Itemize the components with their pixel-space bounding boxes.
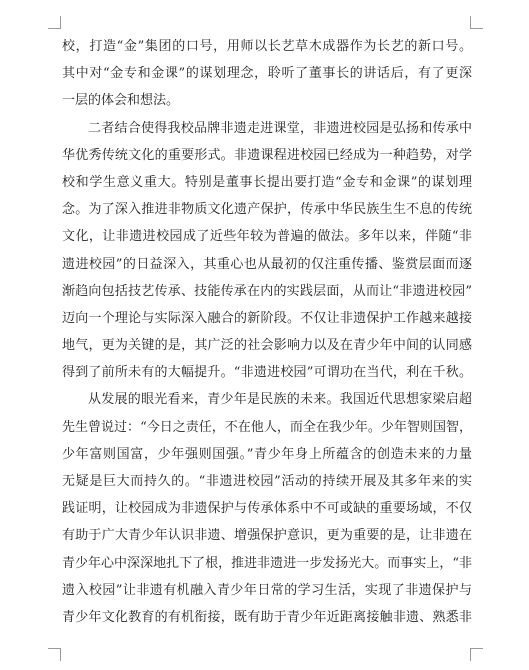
- body-text-line: 青少年心中深深地扎下了根，推进非遗进一步发扬光大。而事实上，“非: [62, 555, 472, 571]
- body-text-line: 念。为了深入推进非物质文化遗产保护，传承中华民族生生不息的传统: [62, 202, 472, 218]
- body-text-line: 无疑是巨大而持久的。“非遗进校园”活动的持续开展及其多年来的实: [62, 474, 472, 489]
- crop-mark-bottom-left: [48, 648, 61, 661]
- body-text-line: 践证明，让校园成为非遗保护与传承体系中不可或缺的重要场域，不仅: [62, 501, 472, 517]
- body-text-line: 地气，更为关键的是，其广泛的社会影响力以及在青少年中间的认同感: [62, 338, 472, 354]
- document-body: [62, 33, 472, 631]
- body-text-line: 先生曾说过：“今日之责任，不在他人，而全在我少年。少年智则国智，: [62, 419, 472, 435]
- crop-mark-top-left: [48, 16, 61, 29]
- body-text-line: 渐趋向包括技艺传承、技能传承在内的实践层面，从而让“非遗进校园”: [62, 283, 472, 299]
- crop-mark-top-right: [470, 16, 483, 29]
- body-text-line: 校和学生意义重大。特别是董事长提出要打造“金专和金课”的谋划理: [62, 174, 472, 190]
- body-text-line: 华优秀传统文化的重要形式。非遗课程进校园已经成为一种趋势，对学: [62, 147, 472, 163]
- body-text-line: 一层的体会和想法。: [62, 93, 180, 109]
- body-text-line: 有助于广大青少年认识非遗、增强保护意识，更为重要的是，让非遗在: [62, 528, 472, 544]
- body-text-line: 迈向一个理论与实际深入融合的新阶段。不仅让非遗保护工作越来越接: [62, 310, 472, 326]
- body-text-line: 二者结合使得我校品牌非遗走进课堂，非遗进校园是弘扬和传承中: [88, 120, 472, 136]
- body-text-line: 文化，让非遗进校园成了近些年较为普遍的做法。多年以来，伴随“非: [62, 229, 472, 245]
- body-text-line: 得到了前所未有的大幅提升。“非遗进校园”可谓功在当代，利在千秋。: [62, 365, 472, 381]
- body-text-line: 校，打造“金”集团的口号，用师以长艺草木成器作为长艺的新口号。: [62, 39, 472, 54]
- body-text-line: 遗进校园”的日益深入，其重心也从最初的仅注重传播、鉴赏层面而逐: [62, 256, 472, 272]
- body-text-line: 从发展的眼光看来，青少年是民族的未来。我国近代思想家梁启超: [88, 392, 472, 408]
- body-text-line: 少年富则国富，少年强则国强。”青少年身上所蕴含的创造未来的力量: [62, 446, 472, 462]
- body-text-line: 遗入校园”让非遗有机融入青少年日常的学习生活，实现了非遗保护与: [62, 582, 472, 598]
- crop-mark-bottom-right: [470, 648, 483, 661]
- body-text-line: 青少年文化教育的有机衔接，既有助于青少年近距离接触非遗、熟悉非: [62, 609, 472, 625]
- body-text-line: 其中对“金专和金课”的谋划理念，聆听了董事长的讲话后，有了更深: [62, 66, 472, 82]
